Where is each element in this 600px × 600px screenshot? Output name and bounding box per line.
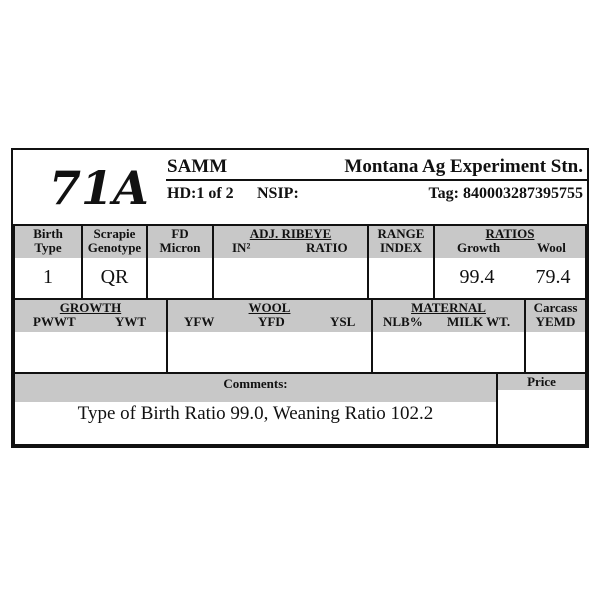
pwwt-label: PWWT [33, 314, 76, 329]
birth-type-cell [13, 224, 83, 300]
ywt-label: YWT [115, 314, 147, 329]
scrapie-cell [81, 224, 148, 300]
sale-card [11, 148, 589, 448]
birth-type-value: 1 [43, 266, 53, 288]
comments-label: Comments: [223, 376, 288, 391]
birth-type-label: Birth Type [33, 226, 63, 255]
ribeye-cell [212, 224, 369, 300]
yfw-label: YFW [184, 314, 215, 329]
ribeye-in2-label: IN² [232, 240, 251, 255]
growth-ratio-value: 99.4 [459, 266, 495, 288]
growth-cell [13, 298, 168, 374]
comments-cell [13, 372, 498, 446]
wool-ratio-value: 79.4 [535, 266, 571, 288]
breed-label: SAMM [167, 156, 228, 177]
ratios-title: RATIOS [485, 226, 535, 241]
ratios-cell [433, 224, 587, 300]
wool-title: WOOL [248, 300, 291, 315]
ribeye-ratio-label: RATIO [306, 240, 348, 255]
wool-cell [166, 298, 373, 374]
fd-label: FD Micron [159, 226, 201, 255]
range-index-cell [367, 224, 435, 300]
ratios-wool-label: Wool [537, 240, 566, 255]
carcass-cell [524, 298, 587, 374]
scrapie-label: Scrapie Genotype [87, 226, 142, 255]
carcass-label: Carcass YEMD [533, 300, 578, 329]
header-rule [166, 179, 587, 181]
ribeye-title: ADJ. RIBEYE [249, 226, 332, 241]
comment-text: Type of Birth Ratio 99.0, Weaning Ratio 102.2 [77, 403, 434, 424]
hd-count: HD:1 of 2 [167, 185, 234, 202]
tag-number: Tag: 840003287395755 [428, 185, 583, 202]
maternal-cell [371, 298, 526, 374]
breeder-name: Montana Ag Experiment Stn. [344, 156, 583, 177]
growth-title: GROWTH [59, 300, 122, 315]
ysl-label: YSL [330, 314, 356, 329]
yfd-label: YFD [258, 314, 285, 329]
ratios-growth-label: Growth [457, 240, 501, 255]
milk-wt-label: MILK WT. [447, 314, 511, 329]
maternal-title: MATERNAL [411, 300, 486, 315]
scrapie-value: QR [100, 266, 129, 288]
price-label: Price [527, 374, 556, 389]
nsip-label: NSIP: [257, 185, 299, 202]
fd-cell [146, 224, 214, 300]
lot-number: 71A [49, 161, 149, 215]
price-cell [496, 372, 587, 446]
range-index-label: RANGE INDEX [377, 226, 425, 255]
nlb-label: NLB% [383, 314, 423, 329]
